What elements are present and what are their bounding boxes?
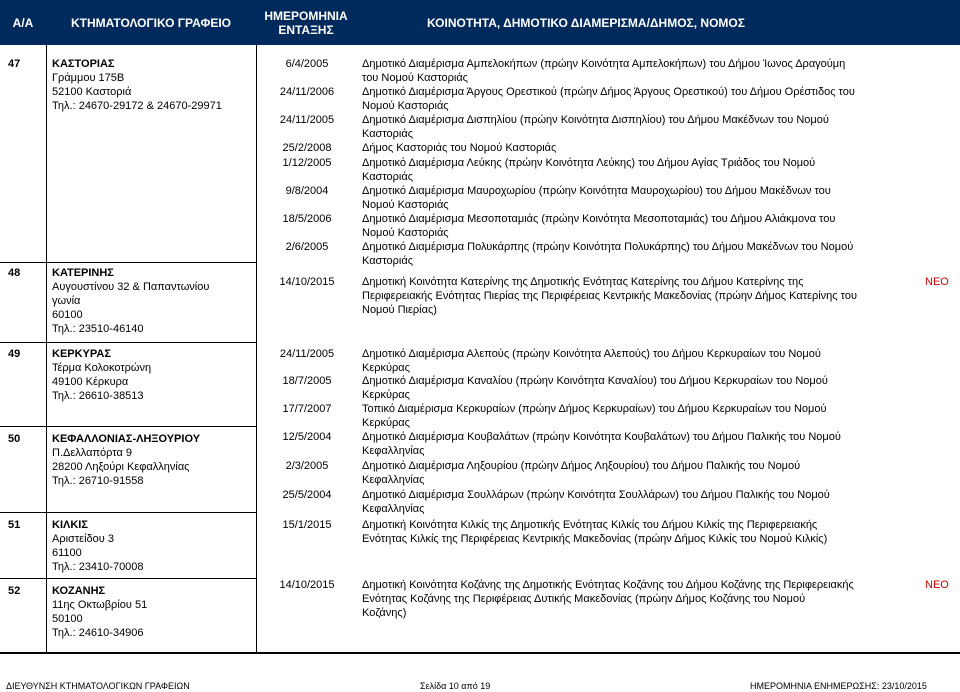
office-address-line: Αυγουστίνου 32 & Παπαντωνίου <box>52 281 210 293</box>
entry-description-line: Δημοτική Κοινότητα Κατερίνης της Δημοτικής Ενότητας Κατερίνης του Δήμου Κατερίνης της <box>362 276 804 288</box>
office-address-line: γωνία <box>52 295 81 307</box>
office-name: ΚΕΦΑΛΛΟΝΙΑΣ-ΛΗΞΟΥΡΙΟΥ <box>52 433 201 445</box>
entry-description-line: Νομού Καστοριάς <box>362 227 449 239</box>
entry-description-line: Κεφαλληνίας <box>362 503 425 515</box>
entry-description-line: Δημοτικό Διαμέρισμα Κουβαλάτων (πρώην Κοινότητα Κουβαλάτων) του Δήμου Παλικής του Νομού <box>362 431 841 443</box>
office-address-line: Τηλ.: 24610-34906 <box>52 627 144 639</box>
entry-date: 15/1/2015 <box>282 519 332 531</box>
entry-date: 14/10/2015 <box>279 276 335 288</box>
office-address-line: 60100 <box>52 309 83 321</box>
entry-description-line: Καστοριάς <box>362 128 414 140</box>
office-address-line: Τηλ.: 23510-46140 <box>52 323 144 335</box>
entry-description-line: Κεφαλληνίας <box>362 474 425 486</box>
entry-description-line: Δήμος Καστοριάς του Νομού Καστοριάς <box>362 142 557 154</box>
entry-description-line: Δημοτικό Διαμέρισμα Σουλλάρων (πρώην Κοινότητα Σουλλάρων) του Δήμου Παλικής του Νομού <box>362 489 830 501</box>
office-name: ΚΑΤΕΡΙΝΗΣ <box>52 267 114 279</box>
entry-description-line: Δημοτικό Διαμέρισμα Λεύκης (πρώην Κοινότητα Λεύκης) του Δήμου Αγίας Τριάδος του Νομού <box>362 157 816 169</box>
entry-date: 6/4/2005 <box>285 58 329 70</box>
entry-description-line: του Νομού Καστοριάς <box>362 72 468 84</box>
entry-description-line: Κεφαλληνίας <box>362 445 425 457</box>
header-date-line2: ΕΝΤΑΞΗΣ <box>278 23 334 37</box>
office-number: 48 <box>8 267 21 279</box>
office-name: ΚΙΛΚΙΣ <box>52 519 88 531</box>
office-address-line: 61100 <box>52 547 82 559</box>
office-address-line: Τηλ.: 26610-38513 <box>52 390 144 402</box>
office-name: ΚΟΖΑΝΗΣ <box>52 585 106 597</box>
entry-date: 9/8/2004 <box>285 185 329 197</box>
header-area: ΚΟΙΝΟΤΗΤΑ, ΔΗΜΟΤΙΚΟ ΔΙΑΜΕΡΙΣΜΑ/ΔΗΜΟΣ, ΝΟΜΟΣ <box>427 16 745 30</box>
footer-update-date: ΗΜΕΡΟΜΗΝΙΑ ΕΝΗΜΕΡΩΣΗΣ: 23/10/2015 <box>750 681 927 691</box>
header-date-line1: ΗΜΕΡΟΜΗΝΙΑ <box>264 9 348 23</box>
office-address-line: Π.Δελλαπόρτα 9 <box>52 447 132 459</box>
office-name: ΚΑΣΤΟΡΙΑΣ <box>52 58 115 70</box>
office-address-line: Τέρμα Κολοκοτρώνη <box>52 362 152 374</box>
footer-page: Σελίδα 10 από 19 <box>420 681 491 691</box>
office-name: ΚΕΡΚΥΡΑΣ <box>52 348 111 360</box>
entry-date: 24/11/2005 <box>279 348 335 360</box>
office-address-line: 50100 <box>52 613 83 625</box>
entry-description-line: Νομού Καστοριάς <box>362 100 449 112</box>
office-address-line: Γράμμου 175Β <box>52 72 125 84</box>
entry-description-line: Δημοτικό Διαμέρισμα Άργους Ορεστικού (πρώην Δήμος Άργους Ορεστικού) του Δήμου Ορέστιδος του <box>362 86 855 98</box>
entry-date: 17/7/2007 <box>282 403 332 415</box>
entry-date: 25/5/2004 <box>282 489 332 501</box>
office-separator <box>0 342 256 343</box>
header-office: ΚΤΗΜΑΤΟΛΟΓΙΚΟ ΓΡΑΦΕΙΟ <box>71 16 231 30</box>
office-address-line: Τηλ.: 26710-91558 <box>52 475 144 487</box>
entry-date: 18/5/2006 <box>282 213 332 225</box>
entry-description-line: Δημοτικό Διαμέρισμα Δισπηλίου (πρώην Κοινότητα Δισπηλίου) του Δήμου Μακέδνων του Νομού <box>362 114 829 126</box>
office-separator <box>0 262 256 263</box>
office-separator <box>0 426 256 427</box>
entry-description-line: Ενότητας Κοζάνης της Περιφέρειας Δυτικής Μακεδονίας (πρώην Δήμος Κοζάνης του Νομού <box>362 593 806 605</box>
new-badge: ΝΕΟ <box>925 276 949 288</box>
office-separator <box>0 512 256 513</box>
office-number: 47 <box>8 58 21 70</box>
office-address-line: Αριστείδου 3 <box>52 533 114 545</box>
entry-description-line: Περιφερειακής Ενότητας Πιερίας της Περιφέρειας Κεντρικής Μακεδονίας (πρώην Δήμος Κατερίνης του <box>362 290 857 302</box>
entry-description-line: Δημοτικό Διαμέρισμα Μαυροχωρίου (πρώην Κοινότητα Μαυροχωρίου) του Δήμου Μακέδνων του <box>362 185 831 197</box>
entry-date: 14/10/2015 <box>279 579 335 591</box>
office-number: 52 <box>8 585 21 597</box>
office-number: 51 <box>8 519 21 531</box>
office-address-line: 11ης Οκτωβρίου 51 <box>52 599 148 611</box>
entry-description-line: Κερκύρας <box>362 417 410 429</box>
entry-date: 2/3/2005 <box>285 460 329 472</box>
office-address-line: 28200 Ληξούρι Κεφαλληνίας <box>52 461 190 473</box>
entry-date: 12/5/2004 <box>282 431 332 443</box>
entry-description-line: Κοζάνης) <box>362 607 407 619</box>
entry-date: 2/6/2005 <box>285 241 329 253</box>
entry-description-line: Κερκύρας <box>362 389 410 401</box>
entry-description-line: Δημοτικό Διαμέρισμα Ληξουρίου (πρώην Δήμος Ληξουρίου) του Δήμου Παλικής του Νομού <box>362 460 801 472</box>
entry-description-line: Κερκύρας <box>362 362 410 374</box>
entry-description-line: Νομού Πιερίας) <box>362 304 437 316</box>
office-separator <box>0 578 256 579</box>
entry-description-line: Δημοτικό Διαμέρισμα Αλεπούς (πρώην Κοινότητα Αλεπούς) του Δήμου Κερκυραίων του Νομού <box>362 348 821 360</box>
office-address-line: 49100 Κέρκυρα <box>52 376 129 388</box>
entry-description-line: Δημοτική Κοινότητα Κοζάνης της Δημοτικής Ενότητας Κοζάνης του Δήμου Κοζάνης της Περιφερειακής <box>362 579 854 591</box>
office-address-line: 52100 Καστοριά <box>52 86 132 98</box>
header-aa: Α/Α <box>12 16 34 30</box>
table-bottom-rule <box>0 652 960 654</box>
entry-description-line: Καστοριάς <box>362 255 414 267</box>
entry-description-line: Δημοτικό Διαμέρισμα Αμπελοκήπων (πρώην Κοινότητα Αμπελοκήπων) του Δήμου Ίωνος Δραγούμη <box>362 58 846 70</box>
entry-description-line: Τοπικό Διαμέρισμα Κερκυραίων (πρώην Δήμος Κερκυραίων) του Δήμου Κερκυραίων του Νομού <box>362 403 827 415</box>
office-address-line: Τηλ.: 24670-29172 & 24670-29971 <box>52 100 222 112</box>
entry-date: 18/7/2005 <box>282 375 332 387</box>
entry-date: 24/11/2005 <box>279 114 335 126</box>
entry-date: 1/12/2005 <box>282 157 332 169</box>
entry-description-line: Δημοτικό Διαμέρισμα Πολυκάρπης (πρώην Κοινότητα Πολυκάρπης) του Δήμου Μακέδνων του Νομού <box>362 241 854 253</box>
table-header <box>0 0 960 45</box>
entry-date: 24/11/2006 <box>279 86 335 98</box>
entry-description-line: Καστοριάς <box>362 171 414 183</box>
entry-description-line: Ενότητας Κιλκίς της Περιφέρειας Κεντρικής Μακεδονίας (πρώην Δήμος Κιλκίς του Νομού Κιλκίς) <box>362 533 828 545</box>
new-badge: ΝΕΟ <box>925 579 949 591</box>
column-divider-1 <box>46 45 47 652</box>
entry-description-line: Δημοτικό Διαμέρισμα Μεσοποταμιάς (πρώην Κοινότητα Μεσοποταμιάς) του Δήμου Αλιάκμονα του <box>362 213 836 225</box>
office-number: 50 <box>8 433 21 445</box>
entry-description-line: Δημοτικό Διαμέρισμα Καναλίου (πρώην Κοινότητα Καναλίου) του Δήμου Κερκυραίων του Νομού <box>362 375 828 387</box>
office-address-line: Τηλ.: 23410-70008 <box>52 561 144 573</box>
office-number: 49 <box>8 348 21 360</box>
footer-left: ΔΙΕΥΘΥΝΣΗ ΚΤΗΜΑΤΟΛΟΓΙΚΩΝ ΓΡΑΦΕΙΩΝ <box>6 681 190 691</box>
entry-description-line: Νομού Καστοριάς <box>362 199 449 211</box>
entry-date: 25/2/2008 <box>282 142 332 154</box>
entry-description-line: Δημοτική Κοινότητα Κιλκίς της Δημοτικής Ενότητας Κιλκίς του Δήμου Κιλκίς της Περιφερειακής <box>362 519 818 531</box>
